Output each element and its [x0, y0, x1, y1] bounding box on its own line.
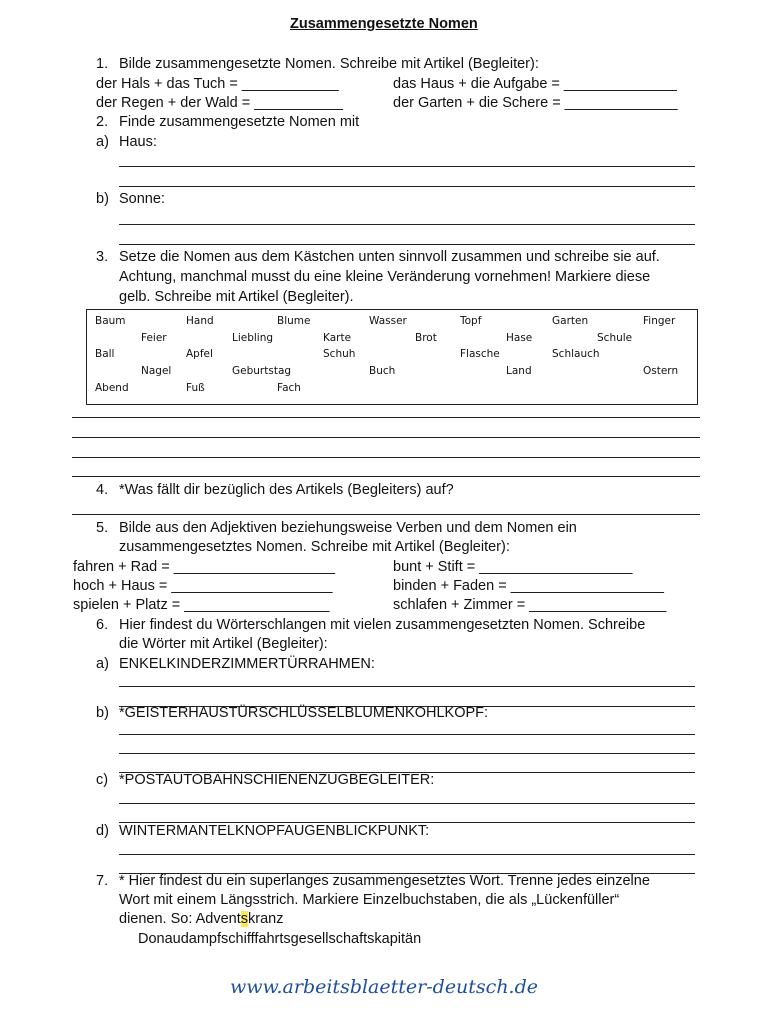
task3-line: Achtung, manchmal musst du eine kleine Veränderung vornehmen! Markiere diese	[119, 269, 651, 285]
box-word: Land	[506, 365, 532, 377]
task6-line: die Wörter mit Artikel (Begleiter):	[119, 636, 328, 652]
box-word: Hase	[506, 332, 533, 344]
box-word: Apfel	[186, 348, 213, 360]
task3-line: gelb. Schreibe mit Artikel (Begleiter).	[119, 289, 354, 305]
task6d-text: WINTERMANTELKNOPFAUGENBLICKPUNKT:	[119, 823, 430, 839]
answer-line	[72, 514, 700, 515]
task6b-text: *GEISTERHAUSTÜRSCHLÜSSELBLUMENKOHLKOPF:	[119, 705, 489, 721]
task1-item: der Hals + das Tuch = ____________	[96, 76, 339, 92]
box-word: Brot	[415, 332, 437, 344]
box-word: Ball	[95, 348, 115, 360]
task6-line: Hier findest du Wörterschlangen mit vielen zusammengesetzten Nomen. Schreibe	[119, 617, 646, 633]
task5-item: hoch + Haus = ____________________	[73, 578, 333, 594]
task5-item: spielen + Platz = __________________	[73, 597, 330, 613]
task7-number: 7.	[96, 873, 109, 889]
task5-line: zusammengesetztes Nomen. Schreibe mit Artikel (Begleiter):	[119, 539, 510, 555]
footer-url: www.arbeitsblaetter-deutsch.de	[229, 976, 539, 998]
answer-line	[119, 166, 695, 167]
box-word: Geburtstag	[232, 365, 292, 377]
box-word: Karte	[323, 332, 352, 344]
task6c-text: *POSTAUTOBAHNSCHIENENZUGBEGLEITER:	[119, 772, 435, 788]
box-word: Feier	[141, 332, 167, 344]
page-title: Zusammengesetzte Nomen	[290, 16, 478, 32]
box-word: Fach	[277, 382, 301, 394]
box-word: Baum	[95, 315, 126, 327]
answer-line	[119, 244, 695, 245]
answer-line	[119, 854, 695, 855]
box-word: Flasche	[460, 348, 500, 360]
box-word: Garten	[552, 315, 589, 327]
task1-item: das Haus + die Aufgabe = ______________	[393, 76, 677, 92]
answer-line	[119, 186, 695, 187]
task7-example	[119, 910, 283, 928]
task2b-label: b)	[96, 191, 109, 207]
task6a-label: a)	[96, 656, 109, 672]
box-word: Buch	[369, 365, 396, 377]
task2-number: 2.	[96, 114, 109, 130]
box-word: Nagel	[141, 365, 172, 377]
box-word: Blume	[277, 315, 311, 327]
task5-number: 5.	[96, 520, 109, 536]
answer-line	[119, 753, 695, 754]
task7-line: * Hier findest du ein superlanges zusammengesetztes Wort. Trenne jedes einzelne	[119, 873, 650, 889]
task2a-text: Haus:	[119, 134, 157, 150]
task5-item: fahren + Rad = ____________________	[73, 559, 336, 575]
task1-item: der Regen + der Wald = ___________	[96, 95, 343, 111]
task6a-text: ENKELKINDERZIMMERTÜRRAHMEN:	[119, 656, 375, 672]
task3-number: 3.	[96, 249, 109, 265]
task4-number: 4.	[96, 482, 109, 498]
task6c-label: c)	[96, 772, 109, 788]
task7-line: Wort mit einem Längsstrich. Markiere Einzelbuchstaben, die als „Lückenfüller“	[119, 892, 620, 908]
answer-line	[119, 224, 695, 225]
answer-line	[72, 476, 700, 477]
box-word: Schule	[597, 332, 633, 344]
task6d-label: d)	[96, 823, 109, 839]
task5-item: schlafen + Zimmer = _________________	[393, 597, 667, 613]
task4-text: *Was fällt dir bezüglich des Artikels (Begleiters) auf?	[119, 482, 454, 498]
box-word: Hand	[186, 315, 214, 327]
box-word: Topf	[460, 315, 482, 327]
box-word: Finger	[643, 315, 676, 327]
task6-number: 6.	[96, 617, 109, 633]
task1-number: 1.	[96, 56, 109, 72]
task3-line: Setze die Nomen aus dem Kästchen unten sinnvoll zusammen und schreibe sie auf.	[119, 249, 660, 265]
box-word: Fuß	[186, 382, 205, 394]
box-word: Schlauch	[552, 348, 600, 360]
word-box	[86, 309, 698, 405]
task6b-label: b)	[96, 705, 109, 721]
box-word: Liebling	[232, 332, 274, 344]
answer-line	[119, 686, 695, 687]
task7-long-word: Donaudampfschifffahrtsgesellschaftskapitän	[138, 931, 422, 947]
box-word: Schuh	[323, 348, 356, 360]
task2-instruction: Finde zusammengesetzte Nomen mit	[119, 114, 360, 130]
example-highlight-letter: s	[240, 911, 248, 927]
example-prefix: dienen. So: Advent	[119, 911, 241, 927]
task1-item: der Garten + die Schere = ______________	[393, 95, 678, 111]
answer-line	[72, 417, 700, 418]
answer-line	[72, 457, 700, 458]
task5-item: binden + Faden = ___________________	[393, 578, 664, 594]
task5-line: Bilde aus den Adjektiven beziehungsweise Verben und dem Nomen ein	[119, 520, 577, 536]
example-suffix: kranz	[248, 911, 284, 927]
answer-line	[119, 803, 695, 804]
box-word: Ostern	[643, 365, 679, 377]
task2a-label: a)	[96, 134, 109, 150]
answer-line	[119, 734, 695, 735]
task1-instruction: Bilde zusammengesetzte Nomen. Schreibe mit Artikel (Begleiter):	[119, 56, 539, 72]
box-word: Wasser	[369, 315, 407, 327]
answer-line	[72, 437, 700, 438]
box-word: Abend	[95, 382, 129, 394]
task2b-text: Sonne:	[119, 191, 165, 207]
task5-item: bunt + Stift = ___________________	[393, 559, 633, 575]
